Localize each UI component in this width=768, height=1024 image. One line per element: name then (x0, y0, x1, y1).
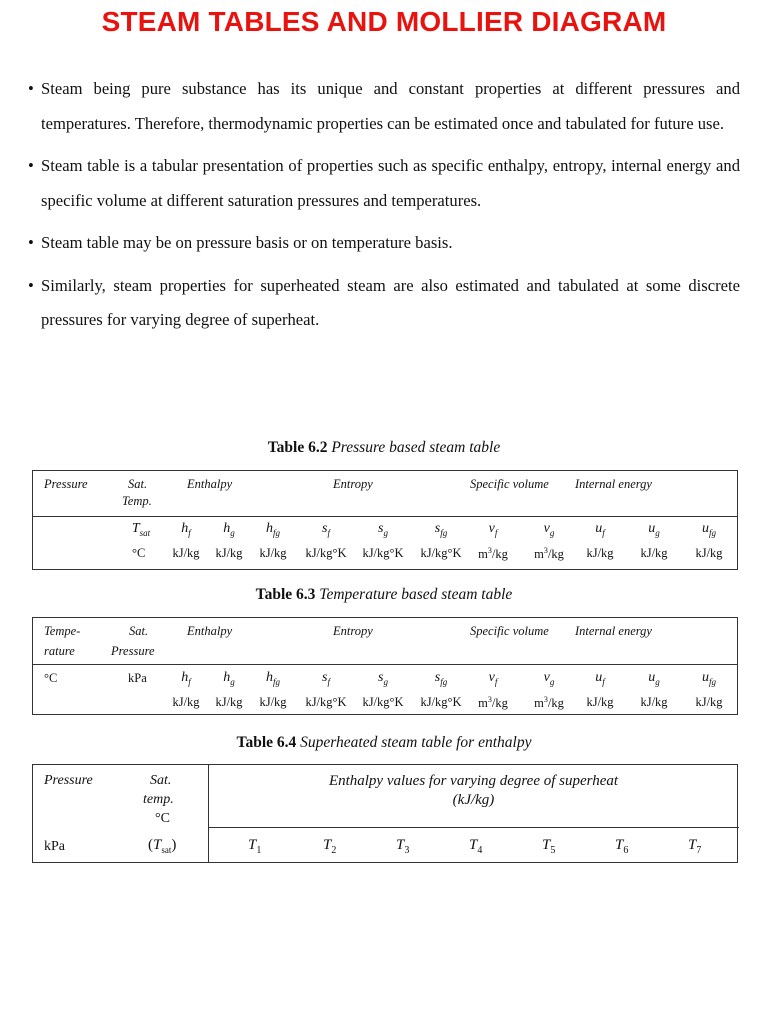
symbol-hg: $h_g$ (223, 521, 235, 538)
header-enthalpy: Enthalpy (187, 477, 233, 491)
symbol-vf: $v_f$ (488, 521, 498, 538)
unit-sg: kJ/kg°K (362, 695, 404, 709)
header-specific-volume: Specific volume (470, 624, 549, 638)
symbol-uf: $u_f$ (595, 521, 605, 538)
symbol-sfg: $s_{fg}$ (434, 670, 448, 687)
bullet-item: • Steam being pure substance has its unique and constant properties at different pressures and temperatures. Therefore, thermodynamic properties can be estimated once and tabulated for future use. (28, 72, 740, 141)
table-6-2 (32, 470, 738, 570)
unit-ufg: kJ/kg (695, 546, 723, 560)
unit-sf: kJ/kg°K (305, 695, 347, 709)
unit-sf: kJ/kg°K (305, 546, 347, 560)
header-temp: temp. (143, 792, 174, 807)
symbol-sfg: $s_{fg}$ (434, 521, 448, 538)
bullet-item: • Similarly, steam properties for superheated steam are also estimated and tabulated at some discrete pressures for varying degree of superheat. (28, 269, 740, 338)
superheat-t3: $T_3$ (396, 837, 410, 856)
unit-ufg: kJ/kg (695, 695, 723, 709)
unit-hfg: kJ/kg (259, 695, 287, 709)
bullet-item: • Steam table may be on pressure basis or on temperature basis. (28, 226, 740, 261)
unit-sfg: kJ/kg°K (420, 546, 462, 560)
table-6-3 (32, 617, 738, 715)
symbol-vg: $v_g$ (543, 670, 555, 687)
header-sat: Sat. (150, 773, 172, 788)
header-entropy: Entropy (333, 477, 373, 491)
symbol-vf: $v_f$ (488, 670, 498, 687)
superheat-t4: $T_4$ (469, 837, 483, 856)
header-celsius: °C (155, 811, 170, 826)
bullet-icon: • (28, 233, 34, 252)
header-temperature-2: rature (44, 644, 75, 658)
symbol-hfg: $h_{fg}$ (265, 521, 280, 538)
table-6-4-caption: Table 6.4 Superheated steam table for enthalpy (236, 734, 532, 751)
header-sat: Sat. (128, 477, 148, 491)
header-internal-energy: Internal energy (575, 477, 652, 491)
table-6-3-caption: Table 6.3 Temperature based steam table (255, 586, 513, 603)
header-pressure: Pressure (44, 773, 93, 788)
unit-kpa: kPa (128, 671, 147, 685)
symbol-uf: $u_f$ (595, 670, 605, 687)
unit-hg: kJ/kg (215, 546, 243, 560)
header-specific-volume: Specific volume (470, 477, 549, 491)
unit-celsius: °C (132, 546, 146, 560)
bullet-icon: • (28, 275, 34, 295)
symbol-ug: $u_g$ (648, 521, 660, 538)
unit-sfg: kJ/kg°K (420, 695, 462, 709)
header-enthalpy-unit: (kJ/kg) (452, 792, 495, 808)
symbol-sg: $s_g$ (378, 521, 388, 538)
table-6-2-caption: Table 6.2 Pressure based steam table (267, 439, 501, 456)
symbol-sf: $s_f$ (322, 670, 330, 687)
unit-hf: kJ/kg (172, 695, 200, 709)
header-enthalpy: Enthalpy (187, 624, 233, 638)
superheat-t1: $T_1$ (248, 837, 262, 856)
header-temp: Temp. (122, 494, 152, 508)
symbol-ufg: $u_{fg}$ (701, 521, 716, 538)
symbol-ug: $u_g$ (648, 670, 660, 687)
header-entropy: Entropy (333, 624, 373, 638)
unit-vf: $m^3/kg$ (478, 695, 508, 711)
symbol-sf: $s_f$ (322, 521, 330, 538)
bullet-item: • Steam table is a tabular presentation of properties such as specific enthalpy, entropy, internal energy and specific volume at different saturation pressures and temperatures. (28, 149, 740, 218)
symbol-tsat: $(T_{sat})$ (148, 837, 177, 855)
symbol-vg: $v_g$ (543, 521, 555, 538)
header-sat: Sat. (129, 624, 149, 638)
header-temperature: Tempe- (44, 624, 81, 638)
unit-sg: kJ/kg°K (362, 546, 404, 560)
unit-vf: $m^3/kg$ (478, 546, 508, 562)
unit-hfg: kJ/kg (259, 546, 287, 560)
symbol-hfg: $h_{fg}$ (265, 670, 280, 687)
unit-uf: kJ/kg (586, 695, 614, 709)
table-6-4 (32, 764, 738, 863)
symbol-sg: $s_g$ (378, 670, 388, 687)
symbol-hg: $h_g$ (223, 670, 235, 687)
superheat-t2: $T_2$ (323, 837, 337, 856)
superheat-t7: $T_7$ (688, 837, 702, 856)
page-title: STEAM TABLES AND MOLLIER DIAGRAM (101, 6, 667, 37)
unit-uf: kJ/kg (586, 546, 614, 560)
bullet-icon: • (28, 156, 34, 175)
header-enthalpy-values: Enthalpy values for varying degree of superheat (328, 773, 619, 789)
symbol-hf: $h_f$ (181, 521, 191, 538)
symbol-hf: $h_f$ (181, 670, 191, 687)
unit-vg: $m^3/kg$ (534, 546, 564, 562)
header-internal-energy: Internal energy (575, 624, 652, 638)
bullet-icon: • (28, 79, 34, 98)
unit-ug: kJ/kg (640, 695, 668, 709)
unit-ug: kJ/kg (640, 546, 668, 560)
unit-celsius: °C (44, 671, 58, 685)
superheat-t5: $T_5$ (542, 837, 556, 856)
header-pressure: Pressure (44, 477, 88, 491)
unit-hg: kJ/kg (215, 695, 243, 709)
unit-vg: $m^3/kg$ (534, 695, 564, 711)
symbol-tsat: $T_{sat}$ (131, 521, 151, 538)
header-pressure: Pressure (111, 644, 155, 658)
symbol-ufg: $u_{fg}$ (701, 670, 716, 687)
superheat-t6: $T_6$ (615, 837, 629, 856)
bullet-list (28, 72, 740, 346)
unit-kpa: kPa (44, 839, 65, 854)
unit-hf: kJ/kg (172, 546, 200, 560)
